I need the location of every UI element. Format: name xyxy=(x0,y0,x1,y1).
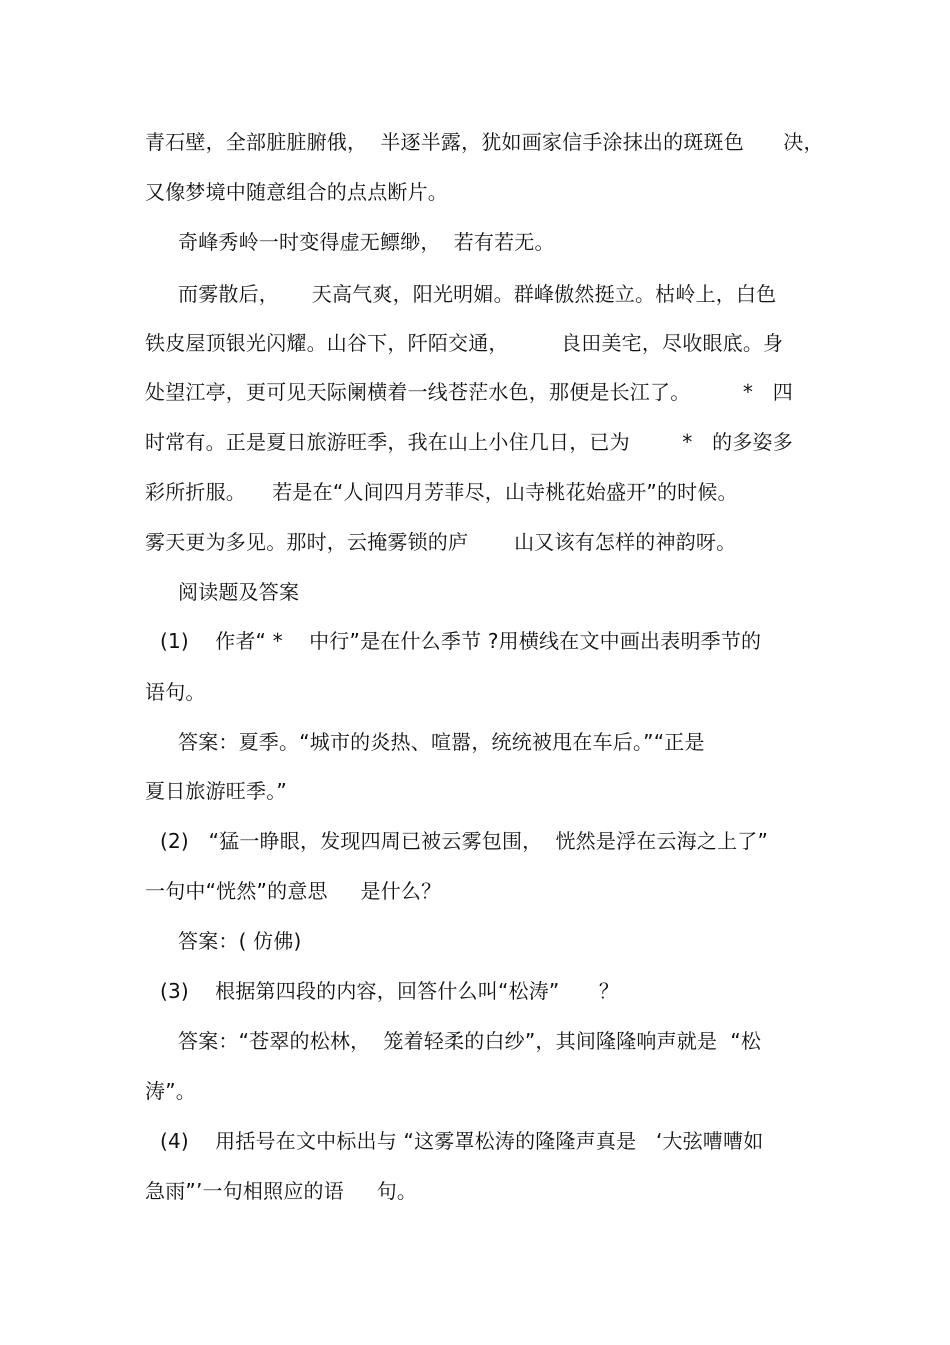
question-3: (3) 根据第四段的内容，回答什么叫“松涛” ？ xyxy=(160,979,620,1003)
question-2-cont: 一句中“恍然”的意思 是什么？ xyxy=(145,879,442,903)
text-line: 青石壁，全部脏脏腑俄， 半逐半露，犹如画家信手涂抹出的斑斑色 决， xyxy=(145,130,824,154)
text-line: 时常有。正是夏日旅游旺季，我在山上小住几日，已为 * 的多姿多 xyxy=(145,430,793,454)
text-line: 而雾散后， 天高气爽，阳光明媚。群峰傲然挺立。枯岭上，白色 xyxy=(178,282,777,306)
answer-1: 答案：夏季。“城市的炎热、喧嚣，统统被甩在车后。”“正是 xyxy=(178,730,705,754)
answer-2: 答案：( 仿佛) xyxy=(178,929,302,953)
question-4: (4) 用括号在文中标出与 “这雾罩松涛的隆隆声真是 ‘大弦嘈嘈如 xyxy=(160,1129,764,1153)
text-line: 处望江亭，更可见天际阑横着一线苍茫水色，那便是长江了。 * 四 xyxy=(145,380,793,404)
text-line: 又像梦境中随意组合的点点断片。 xyxy=(145,180,448,204)
text-line: 奇峰秀岭一时变得虚无鳔缈， 若有若无。 xyxy=(178,230,555,254)
question-2: (2) “猛一睁眼，发现四周已被云雾包围， 恍然是浮在云海之上了” xyxy=(160,829,769,853)
answer-1-cont: 夏日旅游旺季。” xyxy=(145,779,287,803)
answer-3: 答案：“苍翠的松林， 笼着轻柔的白纱”，其间隆隆响声就是 “松 xyxy=(178,1029,762,1053)
question-4-cont: 急雨”’一句相照应的语 句。 xyxy=(145,1179,418,1203)
text-line: 雾天更为多见。那时，云掩雾锁的庐 山又该有怎样的神韵呀。 xyxy=(145,530,737,554)
section-title: 阅读题及答案 xyxy=(178,580,300,604)
text-line: 铁皮屋顶银光闪耀。山谷下，阡陌交通， 良田美宅，尽收眼底。身 xyxy=(145,331,784,355)
text-line: 彩所折服。 若是在“人间四月芳菲尽，山寺桃花始盛开”的时候。 xyxy=(145,480,738,504)
answer-3-cont: 涛”。 xyxy=(145,1079,196,1103)
question-1-cont: 语句。 xyxy=(145,680,206,704)
question-1: (1) 作者“ * 中行”是在什么季节 ?用横线在文中画出表明季节的 xyxy=(160,629,762,653)
